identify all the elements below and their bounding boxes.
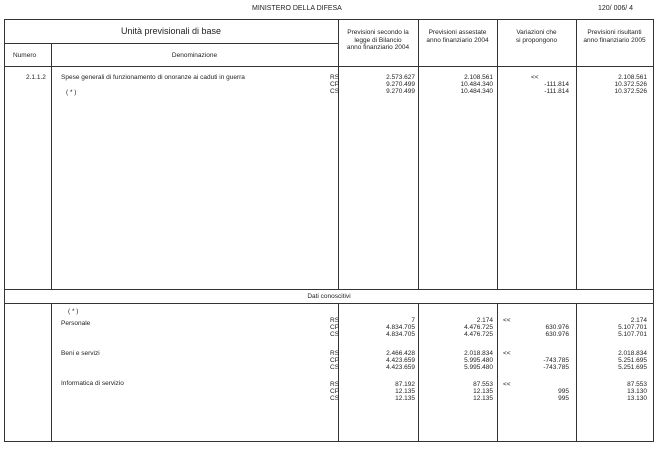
col4-heading-line: anno finanziario 2005: [583, 36, 646, 44]
table-bottom-border: [4, 441, 654, 442]
col1-heading-line: Previsioni secondo la: [347, 29, 409, 36]
col2-divider: [418, 19, 419, 289]
col3-heading-line: si propongono: [515, 36, 558, 44]
col4-heading: [576, 29, 653, 44]
col1-divider: [338, 19, 339, 289]
dati-conoscitivi-title: Dati conoscitivi: [307, 293, 351, 300]
value-cell: 13.130: [627, 395, 647, 402]
value-cell: 12.135: [473, 388, 493, 395]
col1-heading-line: legge di Bilancio: [354, 36, 402, 44]
group-label: Personale: [61, 320, 91, 327]
col4-heading-line: Previsioni risultanti: [587, 29, 642, 36]
value-cell: 13.130: [627, 388, 647, 395]
ministry-title: MINISTERO DELLA DIFESA: [252, 5, 342, 12]
col3-heading: [497, 29, 576, 44]
value-cell: 2.174: [476, 317, 493, 324]
col3-divider: [497, 19, 498, 289]
value-cell: -111.814: [544, 88, 569, 95]
value-cell: -743.785: [543, 364, 569, 371]
value-cell: 5.995.480: [464, 364, 493, 371]
numero-heading: Numero: [13, 52, 37, 59]
page-reference: 120/ 006/ 4: [598, 5, 634, 12]
numero-column-divider: [51, 43, 52, 289]
value-cell: <<: [503, 350, 511, 357]
value-cell: 2.466.428: [386, 350, 415, 357]
value-cell: -111.814: [544, 81, 569, 88]
value-cell: 12.135: [473, 395, 493, 402]
col3-heading-line: Variazioni che: [516, 29, 557, 36]
value-cell: 2.018.834: [618, 350, 647, 357]
value-cell: 87.192: [395, 381, 415, 388]
group-label: Informatica di servizio: [61, 380, 124, 387]
row-code: RS: [330, 74, 340, 81]
dati-note-marker: ( * ): [68, 308, 79, 315]
value-cell: 5.107.701: [618, 324, 647, 331]
value-cell: 9.270.499: [386, 88, 415, 95]
header-bottom-border: [4, 66, 654, 67]
value-cell: 12.135: [395, 395, 415, 402]
group-label: Beni e servizi: [61, 350, 100, 357]
dati-section-top-border: [4, 289, 654, 290]
value-cell: 7: [411, 317, 415, 324]
col2-heading-line: Previsioni assestate: [428, 29, 487, 36]
value-cell: <<: [503, 381, 511, 388]
value-cell: 9.270.499: [386, 81, 415, 88]
value-cell: 2.018.834: [464, 350, 493, 357]
row-code: CS: [330, 364, 340, 371]
value-cell: 630.976: [545, 324, 569, 331]
value-cell: 995: [558, 388, 569, 395]
row-code: CP: [330, 388, 340, 395]
col4-divider: [576, 19, 577, 289]
upb-note-marker: ( * ): [66, 89, 77, 96]
value-cell: 5.251.695: [618, 357, 647, 364]
col2-heading-line: anno finanziario 2004: [426, 36, 489, 44]
row-code: CS: [330, 395, 340, 402]
value-cell: 4.476.725: [464, 331, 493, 338]
denominazione-heading: Denominazione: [171, 52, 218, 59]
value-cell: 995: [558, 395, 569, 402]
row-code: CP: [330, 324, 340, 331]
value-cell: 4.423.659: [386, 357, 415, 364]
row-code: CP: [330, 357, 340, 364]
value-cell: 4.834.705: [386, 324, 415, 331]
value-cell: 87.553: [627, 381, 647, 388]
row-code: RS: [330, 381, 340, 388]
upb-denominazione: Spese generali di funzionamento di onoranze ai caduti in guerra: [61, 74, 245, 81]
header-split-line: [4, 43, 338, 44]
row-code: RS: [330, 317, 340, 324]
value-cell: 2.108.561: [464, 74, 493, 81]
value-cell: 87.553: [473, 381, 493, 388]
value-cell: 5.107.701: [618, 331, 647, 338]
table-left-border: [4, 19, 5, 441]
value-cell: 5.995.480: [464, 357, 493, 364]
value-cell: 4.476.725: [464, 324, 493, 331]
numero-column-divider-lower: [51, 303, 52, 441]
col2-heading: [418, 29, 497, 44]
value-cell: 12.135: [395, 388, 415, 395]
dati-title-bottom-border: [4, 303, 654, 304]
row-code: RS: [330, 350, 340, 357]
col1-heading-line: anno finanziario 2004: [346, 44, 410, 51]
row-code: CS: [330, 331, 340, 338]
value-cell: <<: [531, 74, 539, 81]
value-cell: 10.372.526: [614, 88, 647, 95]
table-top-border: [4, 19, 654, 20]
upb-number: 2.1.1.2: [26, 74, 46, 81]
value-cell: 10.484.340: [460, 88, 493, 95]
value-cell: 5.251.695: [618, 364, 647, 371]
value-cell: 10.372.526: [614, 81, 647, 88]
upb-heading: Unità previsionali di base: [120, 26, 222, 36]
value-cell: 2.573.627: [386, 74, 415, 81]
value-cell: 10.484.340: [460, 81, 493, 88]
value-cell: 4.423.659: [386, 364, 415, 371]
value-cell: 2.174: [630, 317, 647, 324]
row-code: CS: [330, 88, 340, 95]
table-right-border: [653, 19, 654, 441]
value-cell: -743.785: [543, 357, 569, 364]
value-cell: 2.108.561: [618, 74, 647, 81]
value-cell: <<: [503, 317, 511, 324]
row-code: CP: [330, 81, 340, 88]
col1-heading: [338, 29, 418, 52]
value-cell: 4.834.705: [386, 331, 415, 338]
value-cell: 630.976: [545, 331, 569, 338]
